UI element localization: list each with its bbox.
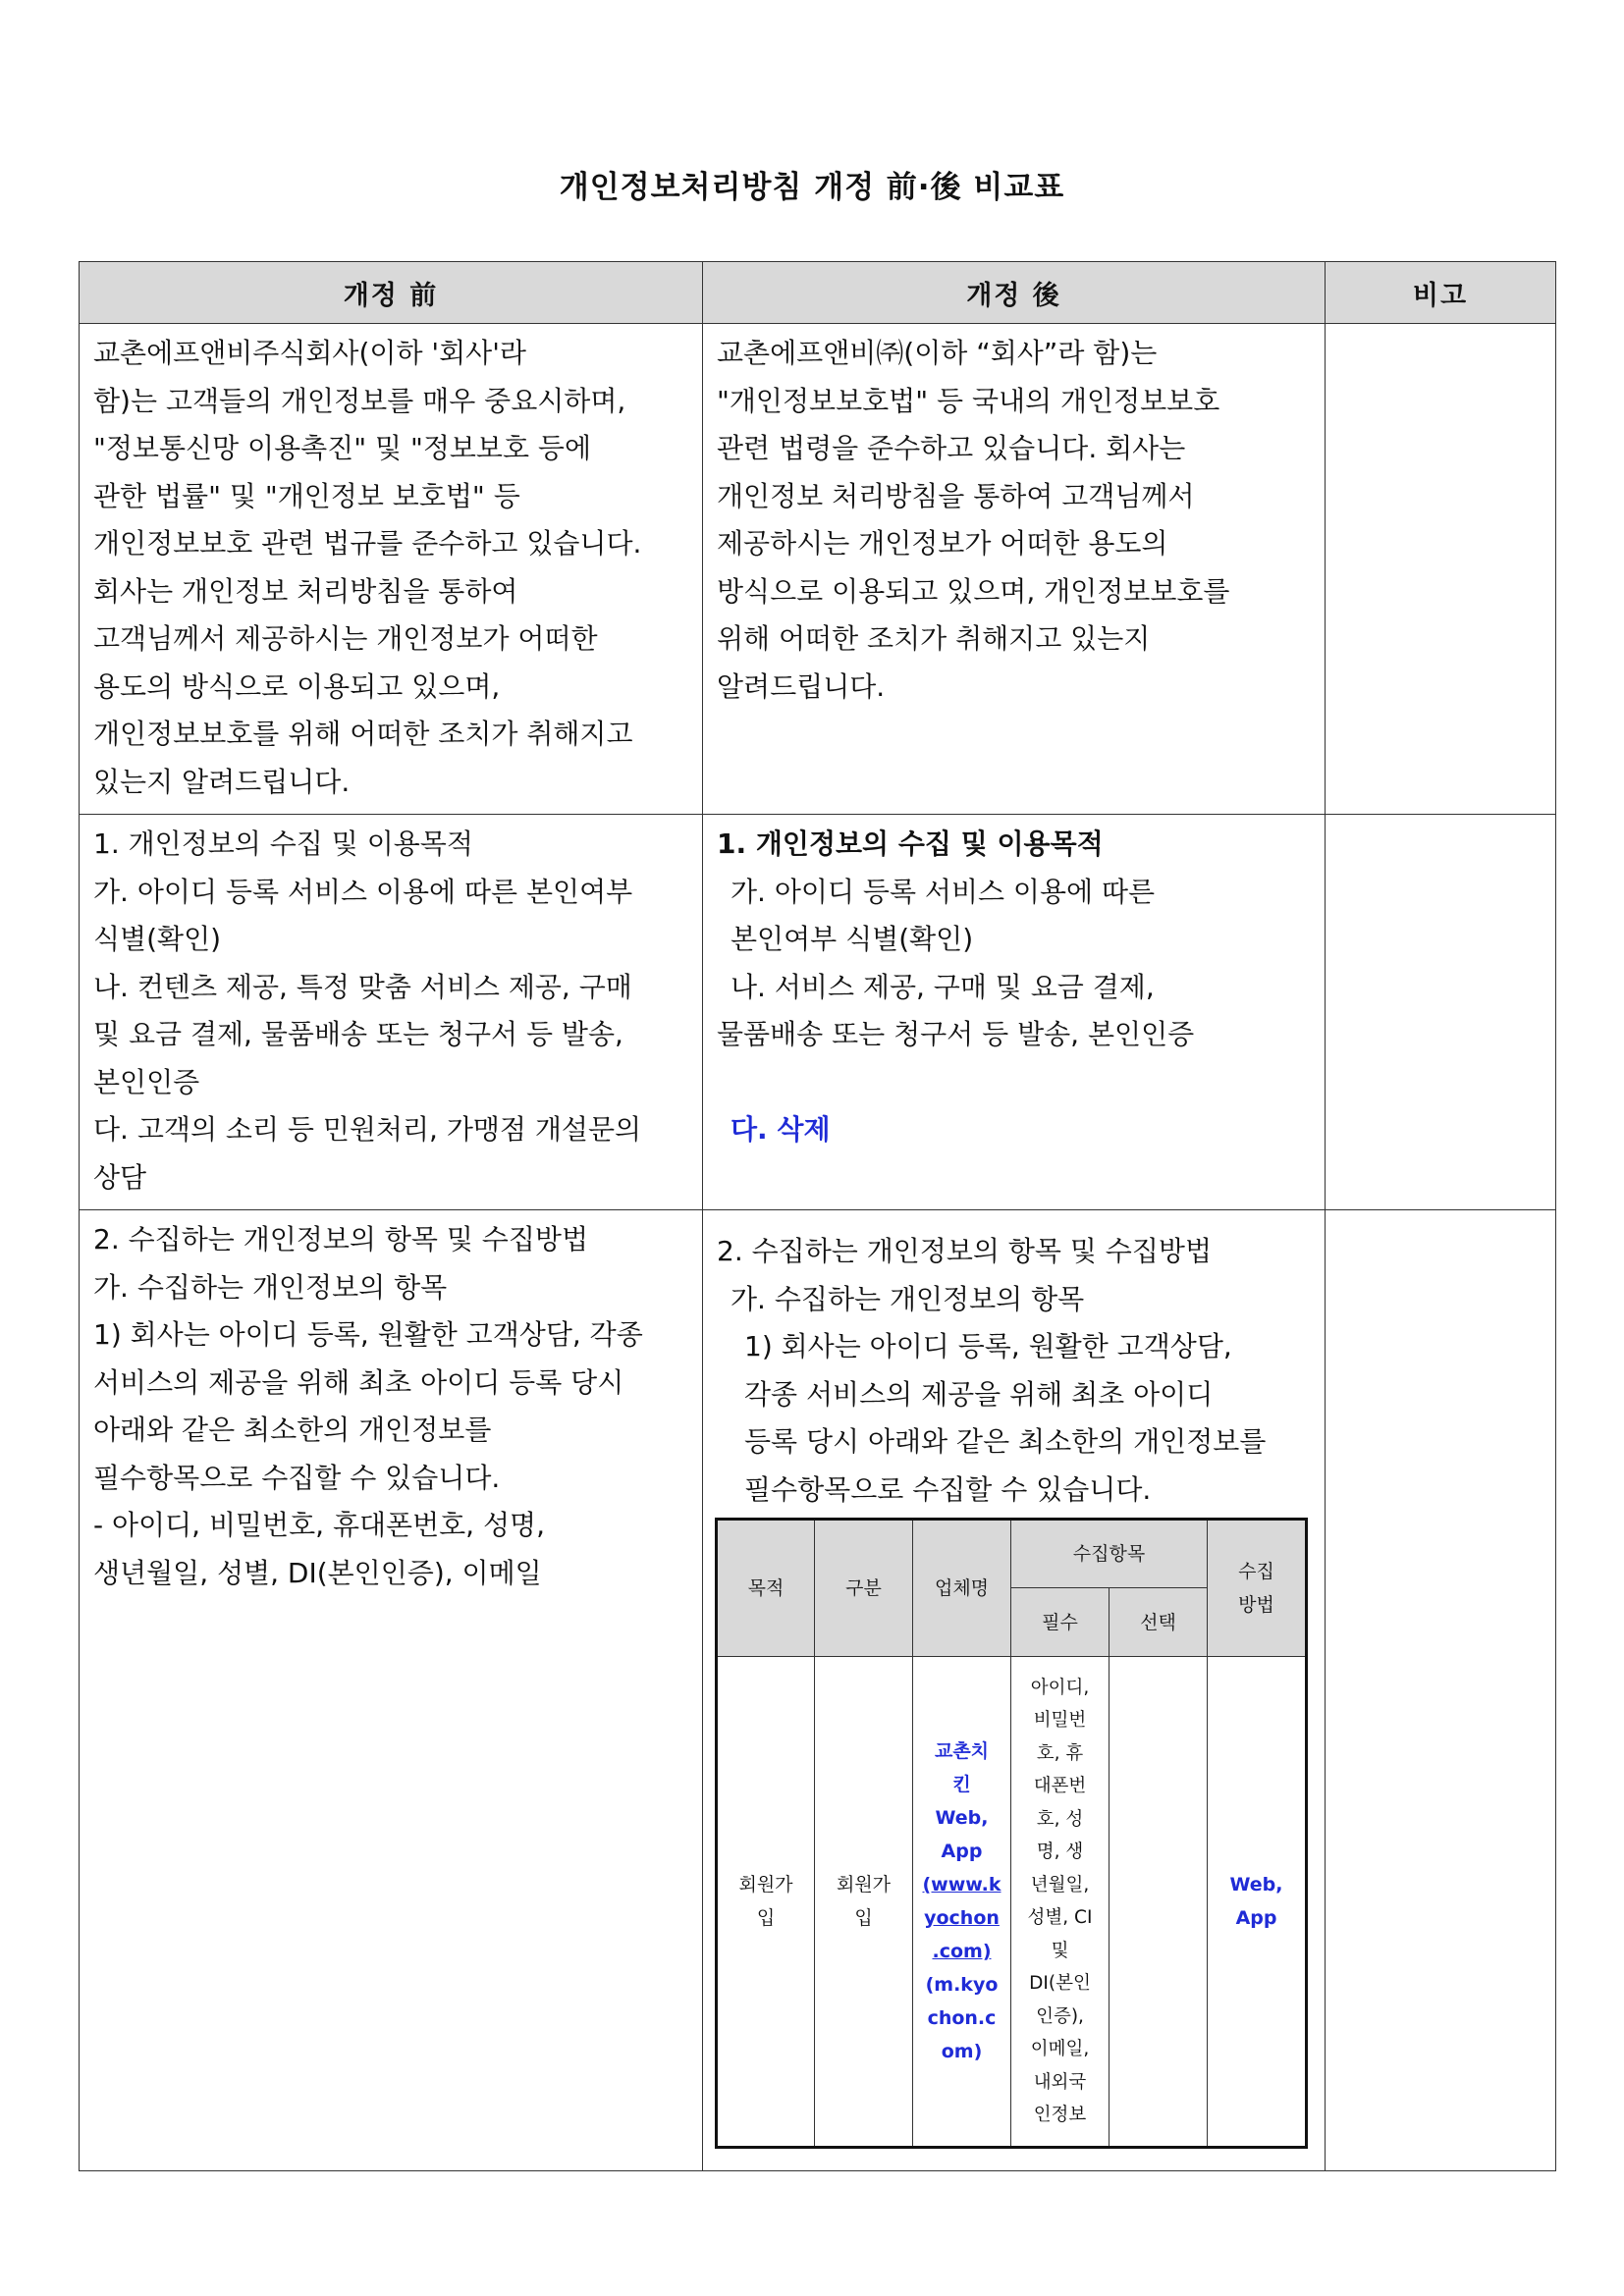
link-text[interactable]: .com) (932, 1941, 992, 1962)
text-line: - 아이디, 비밀번호, 휴대폰번호, 성명, (93, 1509, 545, 1541)
link-text[interactable]: (www.k (922, 1874, 1001, 1896)
text-line: 성별, CI (1027, 1907, 1093, 1928)
table-row (80, 324, 1556, 815)
header-before: 개정 前 (80, 262, 703, 324)
text-line: DI(본인 (1029, 1973, 1091, 1994)
text-line: 개인정보 처리방침을 통하여 고객님께서 (717, 479, 1195, 512)
header-method-line: 수집 (1238, 1561, 1274, 1582)
text-line: 본인여부 식별(확인) (731, 923, 974, 955)
before-cell (80, 324, 703, 815)
note-cell (1326, 815, 1556, 1210)
section-heading: 1. 개인정보의 수집 및 이용목적 (717, 828, 1104, 860)
link-text[interactable]: yochon (924, 1907, 1000, 1929)
text-line: 상담 (93, 1160, 147, 1194)
text-line: 용도의 방식으로 이용되고 있으며, (93, 669, 501, 703)
collection-items-table (715, 1518, 1308, 2149)
text-line: 가. 수집하는 개인정보의 항목 (93, 1270, 448, 1304)
text-line: Web, (1229, 1874, 1283, 1896)
text-line: 나. 서비스 제공, 구매 및 요금 결제, (731, 970, 1155, 1003)
text-line: 입 (756, 1907, 776, 1929)
text-line: om) (941, 2041, 983, 2062)
purpose-value (717, 1657, 815, 2148)
text-line: 다. 고객의 소리 등 민원처리, 가맹점 개설문의 (93, 1113, 642, 1146)
text-line: 호, 성 (1036, 1808, 1084, 1830)
text-line: 가. 수집하는 개인정보의 항목 (731, 1282, 1085, 1315)
text-line: 개인정보보호 관련 법규를 준수하고 있습니다. (93, 527, 642, 560)
text-line: 방식으로 이용되고 있으며, 개인정보보호를 (717, 574, 1230, 608)
text-line: 필수항목으로 수집할 수 있습니다. (744, 1472, 1152, 1506)
text-line: 물품배송 또는 청구서 등 발송, 본인인증 (717, 1018, 1195, 1050)
document-title: 개인정보처리방침 개정 前·後 비교표 (559, 170, 1065, 205)
header-note: 비고 (1326, 262, 1556, 324)
text-line: 생년월일, 성별, DI(본인인증), 이메일 (93, 1556, 542, 1589)
text-line: "정보통신망 이용촉진" 및 "정보보호 등에 (93, 432, 592, 464)
note-cell (1326, 1210, 1556, 2171)
company-value (913, 1657, 1011, 2148)
text-line: 1. 개인정보의 수집 및 이용목적 (93, 828, 473, 860)
text-line: 서비스의 제공을 위해 최초 아이디 등록 당시 (93, 1365, 624, 1399)
header-optional: 선택 (1110, 1588, 1208, 1657)
header-method-line: 방법 (1238, 1594, 1274, 1616)
text-line: 인증), (1036, 2005, 1084, 2027)
table-header-row (80, 262, 1556, 324)
text-line: 2. 수집하는 개인정보의 항목 및 수집방법 (717, 1235, 1212, 1267)
text-line: 함)는 고객들의 개인정보를 매우 중요시하며, (93, 384, 626, 417)
header-company: 업체명 (913, 1520, 1011, 1657)
text-line: 및 (1051, 1940, 1069, 1961)
text-line: 2. 수집하는 개인정보의 항목 및 수집방법 (93, 1223, 588, 1255)
optional-items-value (1110, 1657, 1208, 2148)
text-line: 가. 아이디 등록 서비스 이용에 따른 본인여부 (93, 875, 633, 908)
comparison-table (79, 261, 1556, 2171)
table-row (80, 1210, 1556, 2171)
text-line: chon.c (927, 2007, 997, 2029)
text-line: 필수항목으로 수집할 수 있습니다. (93, 1461, 501, 1494)
text-line: 아이디, (1030, 1677, 1090, 1698)
text-line: 회사는 개인정보 처리방침을 통하여 (93, 574, 518, 608)
text-line: 명, 생 (1036, 1842, 1084, 1862)
after-cell (703, 815, 1326, 1210)
text-line: 나. 컨텐츠 제공, 특정 맞춤 서비스 제공, 구매 (93, 970, 632, 1003)
text-line: 교촌치 (934, 1740, 990, 1762)
text-line: 년월일, (1030, 1874, 1090, 1896)
note-cell (1326, 324, 1556, 815)
text-line: 등록 당시 아래와 같은 최소한의 개인정보를 (744, 1425, 1267, 1458)
text-line: 알려드립니다. (717, 669, 886, 703)
text-line: Web, (935, 1807, 989, 1829)
required-items-value (1011, 1657, 1110, 2148)
text-line: 교촌에프앤비주식회사(이하 '회사'라 (93, 337, 526, 369)
text-line: 비밀번 (1033, 1710, 1087, 1731)
header-after: 개정 後 (703, 262, 1326, 324)
text-line: 교촌에프앤비㈜(이하 “회사”라 함)는 (717, 337, 1158, 369)
text-line: 호, 휴 (1036, 1742, 1084, 1764)
header-purpose: 목적 (717, 1520, 815, 1657)
text-line: 1) 회사는 아이디 등록, 원활한 고객상담, (744, 1330, 1232, 1362)
deleted-marker: 다. 삭제 (731, 1112, 831, 1146)
header-items: 수집항목 (1011, 1520, 1208, 1588)
text-line: 인정보 (1033, 2105, 1087, 2125)
text-line: (m.kyo (925, 1974, 999, 1996)
before-cell (80, 1210, 703, 2171)
text-line: 1) 회사는 아이디 등록, 원활한 고객상담, 각종 (93, 1318, 643, 1351)
text-line: 각종 서비스의 제공을 위해 최초 아이디 (744, 1377, 1214, 1411)
text-line: 회원가 (738, 1874, 793, 1896)
text-line: 및 요금 결제, 물품배송 또는 청구서 등 발송, (93, 1018, 623, 1050)
text-line: 관련 법령을 준수하고 있습니다. 회사는 (717, 432, 1186, 464)
table-row (80, 815, 1556, 1210)
type-value (815, 1657, 913, 2148)
text-line: 본인인증 (93, 1065, 200, 1098)
text-line: 아래와 같은 최소한의 개인정보를 (93, 1414, 492, 1446)
method-value (1208, 1657, 1307, 2148)
before-cell (80, 815, 703, 1210)
text-line: 있는지 알려드립니다. (93, 765, 351, 798)
text-line: 고객님께서 제공하시는 개인정보가 어떠한 (93, 622, 598, 655)
text-line: 관한 법률" 및 "개인정보 보호법" 등 (93, 479, 520, 512)
text-line: 킨 (952, 1774, 971, 1795)
header-method (1208, 1520, 1307, 1657)
text-line: 내외국 (1033, 2071, 1087, 2093)
text-line: 회원가 (836, 1874, 892, 1896)
text-line: 제공하시는 개인정보가 어떠한 용도의 (717, 527, 1168, 560)
text-line: 이메일, (1030, 2039, 1090, 2059)
text-line: "개인정보보호법" 등 국내의 개인정보보호 (717, 384, 1220, 417)
text-line: App (1235, 1907, 1277, 1929)
header-required: 필수 (1011, 1588, 1110, 1657)
text-line: 식별(확인) (93, 923, 222, 955)
text-line: 위해 어떠한 조치가 취해지고 있는지 (717, 622, 1151, 655)
after-cell (703, 324, 1326, 815)
text-line: App (941, 1841, 983, 1862)
text-line: 가. 아이디 등록 서비스 이용에 따른 (731, 875, 1156, 908)
after-cell (703, 1210, 1326, 2171)
header-type: 구분 (815, 1520, 913, 1657)
text-line: 개인정보보호를 위해 어떠한 조치가 취해지고 (93, 718, 633, 750)
website-link[interactable] (917, 1868, 1006, 1968)
text-line: 입 (854, 1907, 873, 1929)
text-line: 대폰번 (1033, 1776, 1087, 1796)
